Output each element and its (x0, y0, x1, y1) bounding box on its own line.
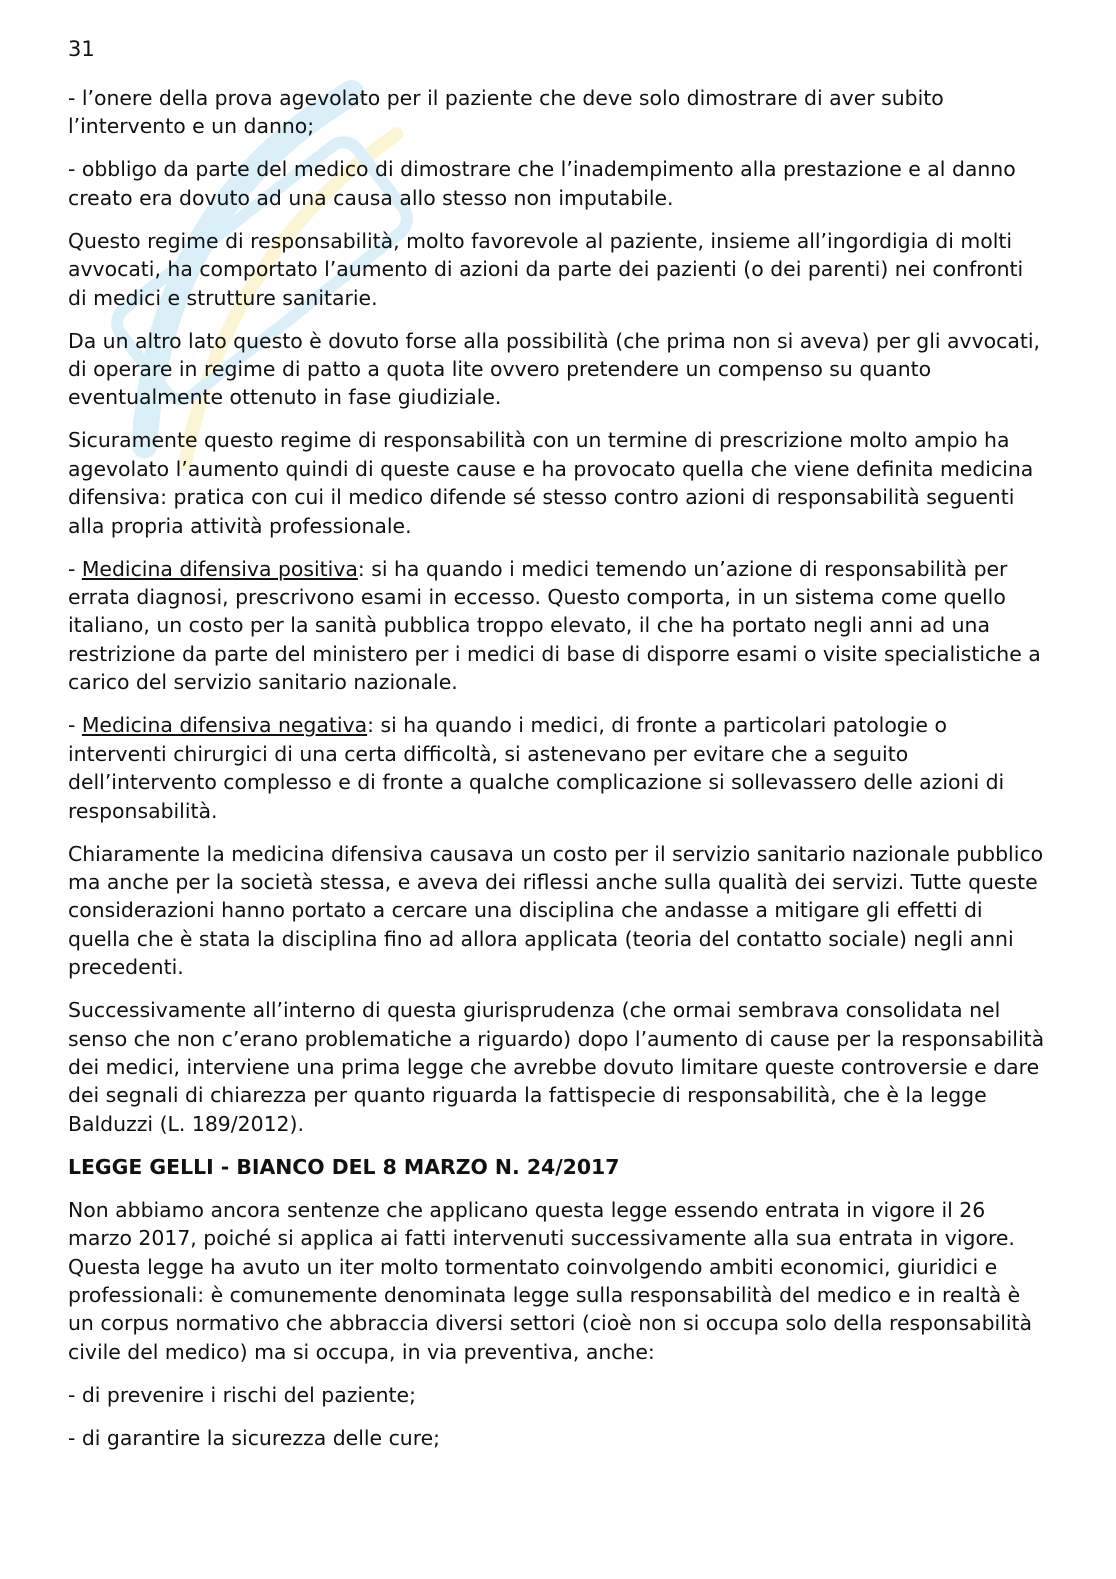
bullet-obbligo-medico: - obbligo da parte del medico di dimostrare che l’inadempimento alla prestazione e al danno creato era dovuto ad una causa allo stesso non imputabile. (68, 157, 1016, 210)
paragraph-costo-medicina-difensiva: Chiaramente la medicina difensiva causava un costo per il servizio sanitario nazionale pubblico ma anche per la società stessa, e aveva dei riflessi anche sulla qualità dei servizi. Tutte queste considerazioni hanno portato a cercare una disciplina che andasse a mitigare gli effetti di quella che è stata la disciplina fino ad allora applicata (teoria del contatto sociale) negli anni precedenti. (68, 841, 1044, 980)
paragraph-regime-responsabilita: Questo regime di responsabilità, molto favorevole al paziente, insieme all’ingordigia di molti avvocati, ha comportato l’aumento di azioni da parte dei pazienti (o dei parenti) nei confronti di medici e strutture sanitarie. (68, 228, 1024, 310)
paragraph-legge-gelli: Non abbiamo ancora sentenze che applicano questa legge essendo entrata in vigore il 26 marzo 2017, poiché si applica ai fatti intervenuti successivamente alla sua entrata in vigore. Questa legge ha avuto un iter molto tormentato coinvolgendo ambiti economici, giuridici e professionali: è comunemente denominata legge sulla responsabilità del medico e in realtà è un corpus normativo che abbraccia diversi settori (cioè non si occupa solo della responsabilità civile del medico) ma si occupa, in via preventiva, anche: (68, 1197, 1033, 1364)
bullet-onere-prova: - l’onere della prova agevolato per il paziente che deve solo dimostrare di aver subito l’intervento e un danno; (68, 86, 944, 139)
definition-text: : si ha quando i medici temendo un’azione di responsabilità per errata diagnosi, prescrivono esami in eccesso. Questo comporta, in un sistema come quello italiano, un costo per la sanità pubblica troppo elevato, il che ha portato negli anni ad una restrizione da parte del ministero per i medici di base di disporre esami o visite specialistiche a carico del servizio sanitario nazionale. (68, 556, 1041, 695)
paragraph-difensiva-negativa (68, 711, 1048, 825)
page-number: 31 (68, 37, 95, 61)
document-body (68, 84, 1048, 1467)
bullet-prevenire-rischi: - di prevenire i rischi del paziente; (68, 1382, 416, 1407)
paragraph-legge-balduzzi: Successivamente all’interno di questa giurisprudenza (che ormai sembrava consolidata nel senso che non c’erano problematiche a riguardo) dopo l’aumento di cause per la responsabilità dei medici, interviene una prima legge che avrebbe dovuto limitare queste controversie e dare dei segnali di chiarezza per quanto riguarda la fattispecie di responsabilità, che è la legge Balduzzi (L. 189/2012). (68, 998, 1045, 1136)
term-difensiva-positiva: Medicina difensiva positiva (81, 556, 358, 581)
paragraph-difensiva-positiva (68, 555, 1048, 697)
section-heading-legge-gelli: LEGGE GELLI - BIANCO DEL 8 MARZO N. 24/2017 (68, 1154, 620, 1179)
bullet-sicurezza-cure: - di garantire la sicurezza delle cure; (68, 1425, 441, 1450)
definition-text: : si ha quando i medici, di fronte a particolari patologie o interventi chirurgici di una certa difficoltà, si astenevano per evitare che a seguito dell’intervento complesso e di fronte a qualche complicazione si sollevassero delle azioni di responsabilità. (68, 713, 1005, 823)
paragraph-medicina-difensiva: Sicuramente questo regime di responsabilità con un termine di prescrizione molto ampio ha agevolato l’aumento quindi di queste cause e ha provocato quella che viene definita medicina difensiva: pratica con cui il medico difende sé stesso contro azioni di responsabilità seguenti alla propria attività professionale. (68, 428, 1034, 538)
bullet-dash: - (68, 556, 82, 581)
term-difensiva-negativa: Medicina difensiva negativa (81, 713, 368, 738)
bullet-dash: - (68, 713, 82, 738)
paragraph-patto-quota-lite: Da un altro lato questo è dovuto forse alla possibilità (che prima non si aveva) per gli avvocati, di operare in regime di patto a quota lite ovvero pretendere un compenso su quanto eventualmente ottenuto in fase giudiziale. (68, 328, 1040, 410)
